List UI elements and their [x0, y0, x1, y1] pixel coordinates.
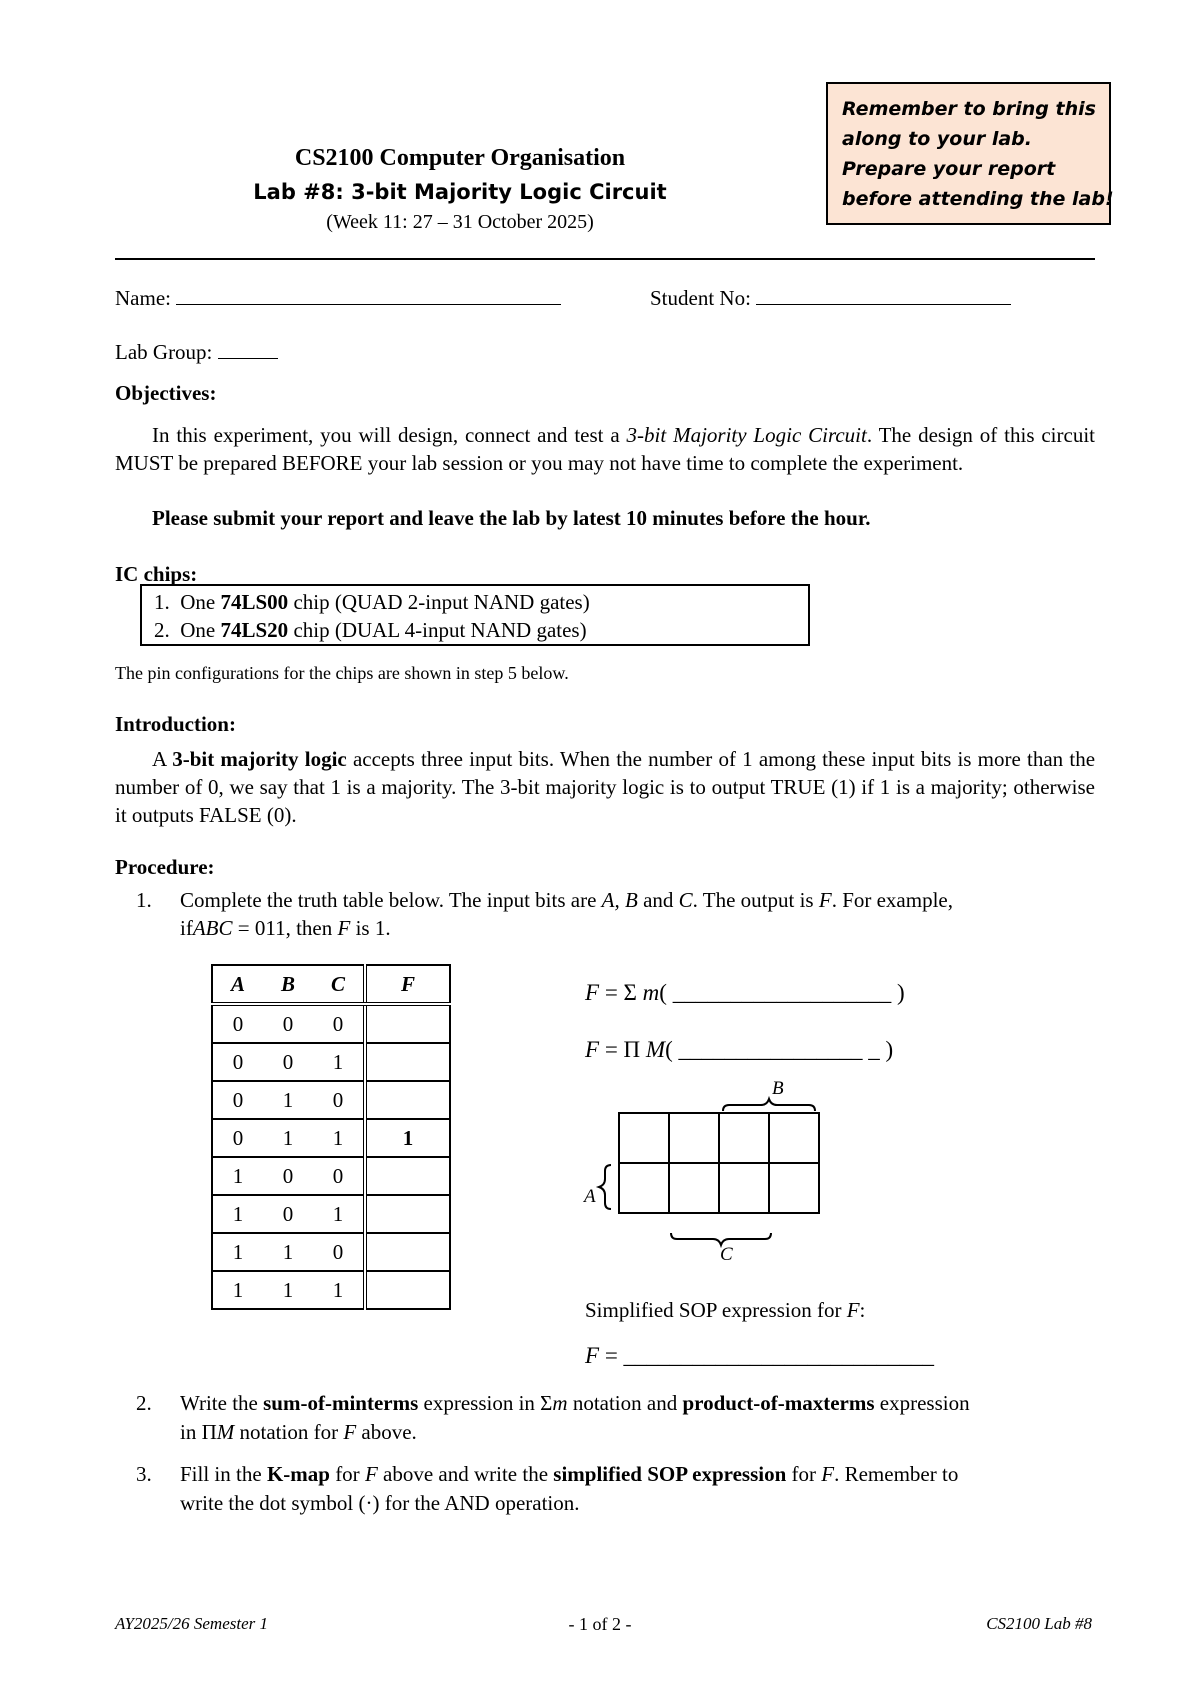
name-blank[interactable]: [176, 286, 561, 305]
eq-part: ): [896, 980, 905, 1005]
step-1-part: is 1.: [355, 916, 391, 940]
week-info: (Week 11: 27 – 31 October 2025): [326, 211, 594, 233]
cell-c: 0: [313, 1004, 365, 1043]
sum-of-minterms-equation: [585, 980, 905, 1006]
step-3-part: for: [335, 1462, 360, 1486]
step-2-part: Write the: [180, 1391, 258, 1415]
step-1-var: F: [818, 888, 832, 912]
cell-f[interactable]: [365, 1233, 450, 1271]
step-1-var: F: [337, 916, 351, 940]
sop-equation: [585, 1343, 934, 1369]
step-3-part: Fill in the: [180, 1462, 262, 1486]
step-2-bold: product-of-maxterms: [682, 1391, 875, 1415]
table-row: [212, 1195, 450, 1233]
table-row: [212, 1119, 450, 1157]
step-1-var: ABC: [192, 916, 233, 940]
step-3-bold: K-map: [266, 1462, 330, 1486]
step-2-part: notation and: [572, 1391, 678, 1415]
table-row: [212, 1233, 450, 1271]
truth-table: [211, 964, 451, 1310]
footer-page-number: - 1 of 2 -: [568, 1614, 632, 1634]
cell-a: 0: [212, 1043, 263, 1081]
eq-part: = Σ: [599, 980, 643, 1005]
chip-name: 74LS20: [220, 618, 289, 642]
step-2-var: m: [552, 1391, 568, 1415]
step-3-part: above and write the: [383, 1462, 549, 1486]
chip-pre: One: [180, 618, 216, 642]
cell-a: 0: [212, 1081, 263, 1119]
reminder-line: Prepare your report: [842, 158, 1056, 180]
pin-config-note: The pin configurations for the chips are shown in step 5 below.: [115, 663, 569, 683]
chip-desc: chip (QUAD 2-input NAND gates): [293, 590, 590, 614]
eq-part: (: [665, 1037, 673, 1062]
intro-part: accepts three input bits. When the number of 1 among these input bits is more than the number of 0, we say that 1 is a majority. The 3-bit majority logic is to output TRUE (1) if 1 is a majority; otherwise it outputs FALSE (0).: [115, 747, 1096, 827]
step-1-part: if: [180, 916, 193, 940]
maxterms-blank[interactable]: ________________ _: [672, 1037, 886, 1062]
truth-table-header: [212, 965, 450, 1004]
cell-a: 1: [212, 1157, 263, 1195]
cell-f[interactable]: [365, 1195, 450, 1233]
kmap-label-c: C: [720, 1244, 733, 1265]
header-c: C: [313, 965, 365, 1004]
step-2-var: M: [216, 1420, 235, 1444]
chip-item: [154, 588, 808, 616]
step-3-text: [180, 1462, 958, 1487]
kmap-cell[interactable]: [719, 1163, 769, 1213]
table-row: [212, 1004, 450, 1043]
submit-note: Please submit your report and leave the lab by latest 10 minutes before the hour.: [152, 506, 871, 530]
sop-part: Simplified SOP expression for: [585, 1298, 842, 1322]
cell-c: 1: [313, 1119, 365, 1157]
ic-chips-box: [140, 584, 810, 646]
cell-f[interactable]: 1: [365, 1119, 450, 1157]
footer-semester: AY2025/26 Semester 1: [115, 1614, 268, 1633]
step-2-bold: sum-of-minterms: [263, 1391, 419, 1415]
cell-b: 1: [263, 1119, 313, 1157]
chip-desc: chip (DUAL 4-input NAND gates): [293, 618, 587, 642]
cell-a: 1: [212, 1271, 263, 1309]
student-no-label: Student No:: [650, 286, 751, 310]
student-no-field: [650, 286, 1011, 311]
step-2-part: notation for: [239, 1420, 339, 1444]
student-no-blank[interactable]: [756, 286, 1011, 305]
objectives-text: [115, 421, 1095, 477]
sop-var: F: [846, 1298, 860, 1322]
cell-c: 0: [313, 1233, 365, 1271]
step-2-part: in Π: [180, 1420, 217, 1444]
kmap-cell[interactable]: [669, 1163, 719, 1213]
cell-c: 1: [313, 1043, 365, 1081]
step-1-part: = 011, then: [237, 916, 333, 940]
table-row: [212, 1271, 450, 1309]
step-3-var: F: [821, 1462, 835, 1486]
cell-c: 0: [313, 1157, 365, 1195]
minterms-blank[interactable]: ___________________: [666, 980, 897, 1005]
lab-group-label: Lab Group:: [115, 340, 213, 364]
step-1-var: A, B: [601, 888, 638, 912]
cell-f[interactable]: [365, 1004, 450, 1043]
brace-b: [723, 1099, 815, 1111]
kmap-cell[interactable]: [669, 1113, 719, 1163]
cell-a: 1: [212, 1195, 263, 1233]
cell-b: 0: [263, 1043, 313, 1081]
objectives-em: 3-bit Majority Logic Circuit: [626, 423, 867, 447]
step-2-text-line2: [180, 1420, 417, 1445]
kmap-cell[interactable]: [619, 1113, 669, 1163]
objectives-heading: Objectives:: [115, 381, 217, 405]
chip-name: 74LS00: [220, 590, 289, 614]
chip-num: 1.: [154, 590, 170, 614]
eq-var: F: [585, 1037, 600, 1062]
cell-f[interactable]: [365, 1043, 450, 1081]
eq-var: m: [642, 980, 660, 1005]
footer-lab: CS2100 Lab #8: [986, 1614, 1092, 1633]
step-1-var: C: [678, 888, 693, 912]
step-3-part: for: [791, 1462, 817, 1486]
sop-label: [585, 1298, 865, 1323]
step-2-var: F: [343, 1420, 357, 1444]
table-row: [212, 1081, 450, 1119]
cell-a: 0: [212, 1004, 263, 1043]
eq-part: = Π: [599, 1037, 646, 1062]
product-of-maxterms-equation: [585, 1037, 893, 1063]
cell-b: 0: [263, 1195, 313, 1233]
eq-var: M: [645, 1037, 666, 1062]
kmap-label-b: B: [772, 1078, 784, 1099]
step-1-text-line2: [180, 916, 391, 941]
reminder-line: along to your lab.: [842, 128, 1032, 150]
header-divider: [115, 258, 1095, 260]
sop-part: :: [859, 1298, 866, 1322]
sop-var: F: [585, 1343, 600, 1368]
table-row: [212, 1157, 450, 1195]
cell-f[interactable]: [365, 1271, 450, 1309]
cell-c: 0: [313, 1081, 365, 1119]
lab-title: Lab #8: 3-bit Majority Logic Circuit: [253, 180, 667, 204]
kmap-grid: [618, 1112, 820, 1214]
cell-c: 1: [313, 1271, 365, 1309]
objectives-text-part: . The design of this circuit MUST be prepared BEFORE your lab session or you may not have time to complete the experiment.: [115, 423, 1096, 475]
name-label: Name:: [115, 286, 171, 310]
step-1-part: . For example,: [831, 888, 953, 912]
lab-group-field: [115, 340, 278, 365]
step-3-part: . Remember to: [834, 1462, 959, 1486]
sop-blank[interactable]: = ___________________________: [599, 1343, 935, 1368]
cell-f[interactable]: [365, 1157, 450, 1195]
reminder-line: Remember to bring this: [842, 98, 1096, 120]
kmap-cell[interactable]: [719, 1113, 769, 1163]
cell-b: 1: [263, 1081, 313, 1119]
header-a: A: [212, 965, 263, 1004]
procedure-heading: Procedure:: [115, 855, 215, 879]
step-1-part: and: [643, 888, 674, 912]
lab-group-blank[interactable]: [218, 340, 278, 359]
intro-part: A: [152, 747, 167, 771]
step-2-part: expression in Σ: [423, 1391, 553, 1415]
eq-part: (: [659, 980, 667, 1005]
eq-var: F: [585, 980, 600, 1005]
table-row: [212, 1043, 450, 1081]
step-2-number: 2.: [136, 1391, 152, 1415]
step-2-text: [180, 1391, 970, 1416]
intro-bold: 3-bit majority logic: [172, 747, 347, 771]
step-1-part: Complete the truth table below. The input bits are: [180, 888, 597, 912]
ic-chips-heading: IC chips:: [115, 562, 198, 586]
step-3-bold: simplified SOP expression: [553, 1462, 787, 1486]
kmap-row: [619, 1113, 819, 1163]
step-2-part: expression: [879, 1391, 970, 1415]
cell-b: 1: [263, 1233, 313, 1271]
cell-a: 0: [212, 1119, 263, 1157]
step-1-number: 1.: [136, 888, 152, 912]
kmap-row: [619, 1163, 819, 1213]
kmap-cell[interactable]: [769, 1113, 819, 1163]
introduction-heading: Introduction:: [115, 712, 236, 736]
step-1-part: . The output is: [692, 888, 814, 912]
chip-pre: One: [180, 590, 216, 614]
header-b: B: [263, 965, 313, 1004]
step-2-part: above.: [361, 1420, 417, 1444]
name-field: [115, 286, 561, 311]
kmap-cell[interactable]: [769, 1163, 819, 1213]
course-title: CS2100 Computer Organisation: [294, 145, 626, 171]
cell-c: 1: [313, 1195, 365, 1233]
step-3-var: F: [364, 1462, 378, 1486]
objectives-text-part: In this experiment, you will design, connect and test a: [152, 423, 620, 447]
cell-f[interactable]: [365, 1081, 450, 1119]
step-3-text-line2: write the dot symbol (·) for the AND operation.: [180, 1491, 580, 1515]
cell-a: 1: [212, 1233, 263, 1271]
eq-part: ): [885, 1037, 894, 1062]
kmap-label-a: A: [584, 1186, 596, 1207]
cell-b: 0: [263, 1004, 313, 1043]
cell-b: 0: [263, 1157, 313, 1195]
step-3-number: 3.: [136, 1462, 152, 1486]
brace-a: [599, 1165, 611, 1209]
cell-b: 1: [263, 1271, 313, 1309]
introduction-text: [115, 745, 1095, 829]
header-f: F: [365, 965, 450, 1004]
chip-num: 2.: [154, 618, 170, 642]
step-1-text: [180, 888, 953, 913]
kmap-cell[interactable]: [619, 1163, 669, 1213]
chip-item: [154, 616, 808, 644]
reminder-line: before attending the lab!: [842, 188, 1114, 210]
